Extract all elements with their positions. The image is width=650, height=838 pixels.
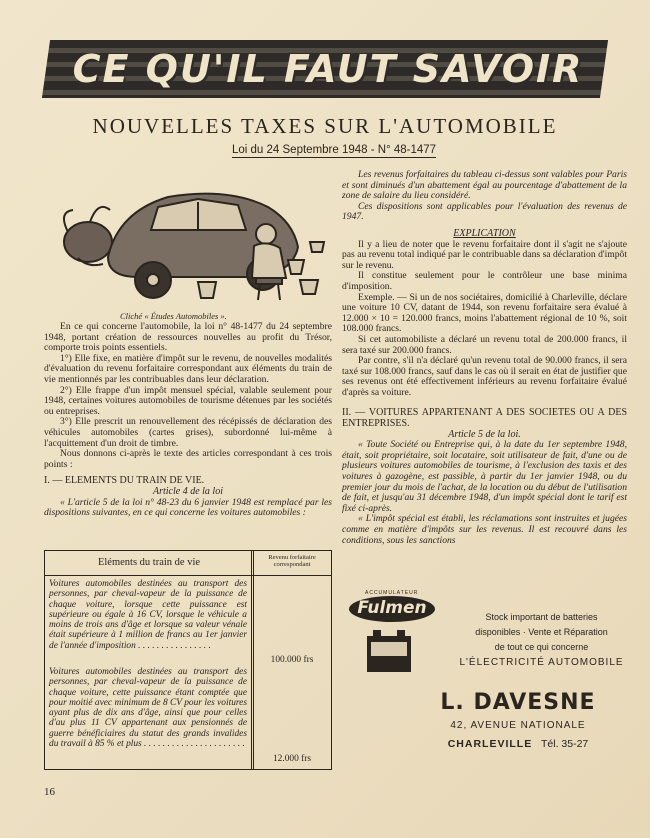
ad-address: 42, AVENUE NATIONALE xyxy=(450,720,586,731)
paragraph: Ces dispositions sont applicables pour l'évaluation des revenus de 1947. xyxy=(342,200,627,223)
ad-phone: Tél. 35-27 xyxy=(540,738,589,750)
section-heading: I. — ELEMENTS DU TRAIN DE VIE. xyxy=(44,475,205,487)
fulmen-logo-text: Fulmen xyxy=(357,598,427,618)
paragraph: Nous donnons ci-après le texte des articles correspondant à ces trois points : xyxy=(44,448,332,470)
article-heading: Article 5 de la loi. xyxy=(448,428,521,440)
right-column xyxy=(342,170,627,546)
page-number: 16 xyxy=(44,786,55,798)
table-header-revenue: Revenu forfaitaire correspondant xyxy=(268,554,316,568)
article-heading: Article 4 de la loi xyxy=(153,485,223,497)
paragraph: 2°) Elle frappe d'un impôt mensuel spécial, valable seulement pour 1948, certaines voitures automobiles de tourisme détenues par les sociétés ou entreprises. xyxy=(44,384,332,417)
table-value: 100.000 frs xyxy=(270,655,314,665)
law-reference: Loi du 24 Septembre 1948 - N° 48-1477 xyxy=(232,144,437,156)
banner-title: CE QU'IL FAUT SAVOIR xyxy=(72,47,584,91)
paragraph: 1°) Elle fixe, en matière d'impôt sur le revenu, de nouvelles modalités d'évaluation du revenu forfaitaire correspondant aux éléments du train de vie mentionnés par les contribuables dans leur déclaration. xyxy=(44,352,332,385)
table-header-elements: Eléments du train de vie xyxy=(97,557,201,568)
ad-line: L'ÉLECTRICITÉ AUTOMOBILE xyxy=(459,657,624,668)
battery-icon xyxy=(365,628,413,674)
paragraph: Par contre, s'il n'a déclaré qu'un revenu total de 90.000 francs, il sera taxé sur 108.000 francs, sauf dans le cas où il serait en état de justifier que ses revenus ont été effectivement inférieurs au revenu forfaitaire évalué d'après sa voiture. xyxy=(342,355,627,398)
article-text: « L'article 5 de la loi n° 48-23 du 6 janvier 1948 est remplacé par les dispositions suivantes, en ce qui concerne les voitures automobiles : xyxy=(44,496,332,519)
table-row: Voitures automobiles destinées au transport des personnes, par cheval-vapeur de la puissance de chaque voiture, cette puissance étant comptée que pour moitié avec minimum de 8 CV pour les voitures ayant plus de dix ans d'âge, ainsi que pour celles d'au plus 11 CV appartenant aux pensionnés de guerre bénéficiaires du statut des grands invalides du travail à 85 % et plus . . . . . . . . . . . . . . . . . . . . . . xyxy=(49,667,247,750)
paragraph: En ce qui concerne l'automobile, la loi n° 48-1477 du 24 septembre 1948, portant création de ressources nouvelles au profit du Trésor, comporte trois points essentiels. xyxy=(44,321,332,354)
tax-table xyxy=(44,550,332,770)
paragraph: « Toute Société ou Entreprise qui, à la date du 1er septembre 1948, était, soit propriétaire, soit locataire, soit utilisateur de fait, d'une ou de plusieurs voitures automobiles de tourisme, à l'exclusion des taxis et des voitures à gazogène, est passible, à partir du 1er janvier 1948, ou du premier jour du mois de l'achat, de la location ou du début de l'utilisation de fait, et jusqu'au 31 décembre 1948, d'un impôt spécial dont le tarif est fixé ci-après. xyxy=(342,439,627,514)
ad-brand: L. DAVESNE xyxy=(440,690,596,715)
paragraph: Les revenus forfaitaires du tableau ci-dessus sont valables pour Paris et sont diminués d'un abattement égal au pourcentage d'abattement de la zone de salaire du lieu considéré. xyxy=(342,169,627,202)
car-and-cow-cartoon-icon xyxy=(48,162,326,312)
explication-heading: EXPLICATION xyxy=(453,227,516,239)
paragraph: Si cet automobiliste a déclaré un revenu total de 200.000 francs, il sera taxé sur 200.000 francs. xyxy=(342,333,627,356)
table-value: 12.000 frs xyxy=(272,754,312,764)
paragraph: Il constitue seulement pour le contrôleur une base minima d'imposition. xyxy=(342,270,627,292)
ad-city xyxy=(413,738,623,750)
logo-subtitle: ACCUMULATEUR xyxy=(365,590,419,596)
paragraph: Il y a lieu de noter que le revenu forfaitaire dont il s'agit ne s'ajoute pas au revenu total indiqué par le contribuable dans sa déclaration d'impôt sur le revenu. xyxy=(342,238,627,271)
ad-city-name: CHARLEVILLE xyxy=(447,738,533,750)
ad-line: Stock important de batteries xyxy=(485,612,598,622)
page-title: NOUVELLES TAXES SUR L'AUTOMOBILE xyxy=(92,114,558,138)
paragraph: « L'impôt spécial est établi, les réclamations sont instruites et jugées comme en matière d'impôts sur les revenus. Il est recouvré dans les conditions, sous les sanctions xyxy=(342,513,627,546)
ad-line: disponibles · Vente et Réparation xyxy=(475,627,608,637)
ad-description xyxy=(459,610,624,670)
table-row: Voitures automobiles destinées au transport des personnes, par cheval-vapeur de la puissance de chaque voiture, lorsque cette puissance est supérieure ou égale à 16 CV, lorsque le véhicule a moins de trois ans d'âge et lorsque sa valeur vénale était supérieure à 1 million de francs au 1er janvier de l'année d'imposition . . . . . . . . . . . . . . . . xyxy=(49,579,247,651)
advertisement xyxy=(343,590,628,762)
illustration-caption: Cliché « Études Automobiles ». xyxy=(120,311,227,321)
paragraph: Exemple. — Si un de nos sociétaires, domicilié à Charleville, déclare une voiture 10 CV, datant de 1944, son revenu forfaitaire sera évalué à 12.000 × 10 = 120.000 francs, moins l'abattement régional de 10 %, soit 108.000 francs. xyxy=(342,291,627,335)
section-heading: II. — VOITURES APPARTENANT A DES SOCIETES OU A DES ENTREPRISES. xyxy=(342,407,627,430)
ad-line: de tout ce qui concerne xyxy=(494,642,589,652)
paragraph: 3°) Elle prescrit un renouvellement des récépissés de déclaration des véhicules automobiles (cartes grises), subordonné lui-même à l'acquittement d'un droit de timbre. xyxy=(44,416,332,449)
left-column xyxy=(44,322,332,519)
